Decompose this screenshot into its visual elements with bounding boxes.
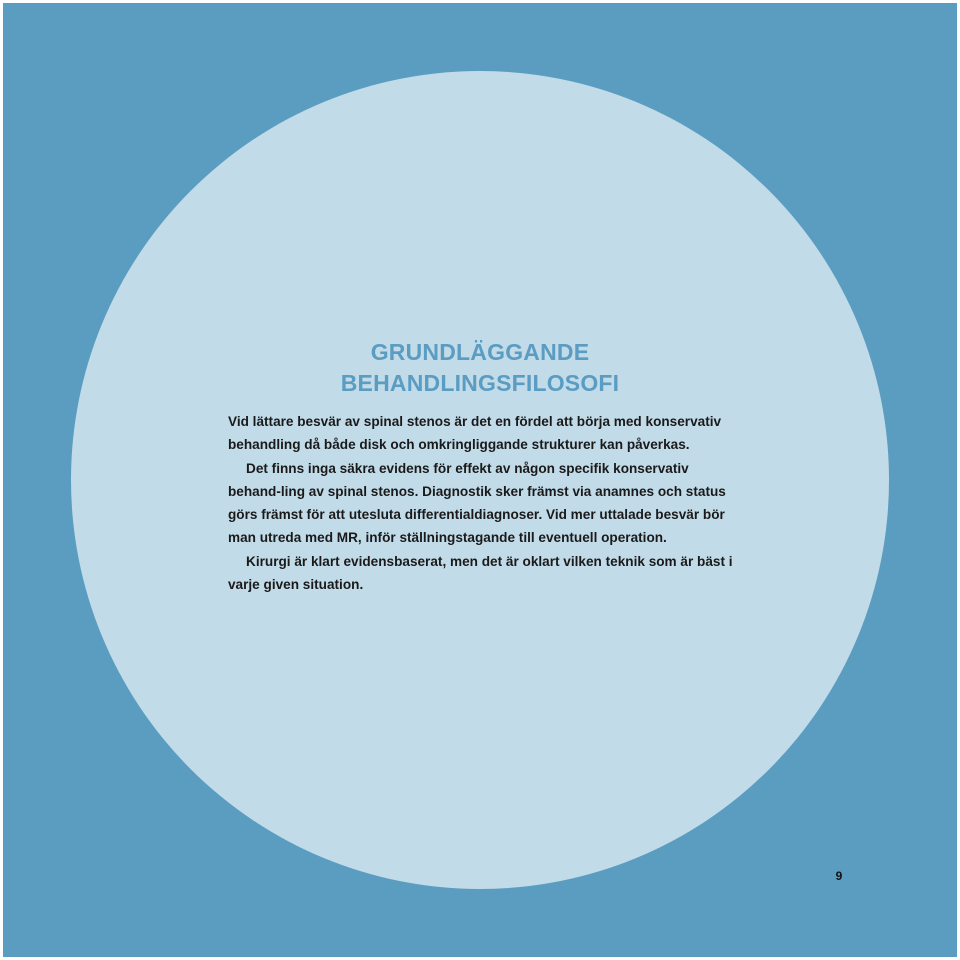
body-text	[228, 410, 740, 596]
page-number: 9	[835, 869, 843, 883]
paragraph-2: Det finns inga säkra evidens för effekt av någon specifik konservativ behand-ling av spinal stenos. Diagnostik sker främst via anamnes och status görs främst för att utesluta differentialdiagnoser. Vid mer uttalade besvär bör man utreda med MR, inför ställningstagande till eventuell operation.	[228, 460, 726, 546]
paragraph-1: Vid lättare besvär av spinal stenos är det en fördel att börja med konservativ behandling då både disk och omkringliggande strukturer kan påverkas.	[228, 414, 722, 453]
page	[3, 3, 957, 957]
title-line-1: GRUNDLÄGGANDE	[370, 339, 590, 365]
page-title	[3, 337, 957, 399]
title-line-2: BEHANDLINGSFILOSOFI	[340, 370, 620, 396]
paragraph-3: Kirurgi är klart evidensbaserat, men det är oklart vilken teknik som är bäst i varje given situation.	[228, 553, 733, 593]
